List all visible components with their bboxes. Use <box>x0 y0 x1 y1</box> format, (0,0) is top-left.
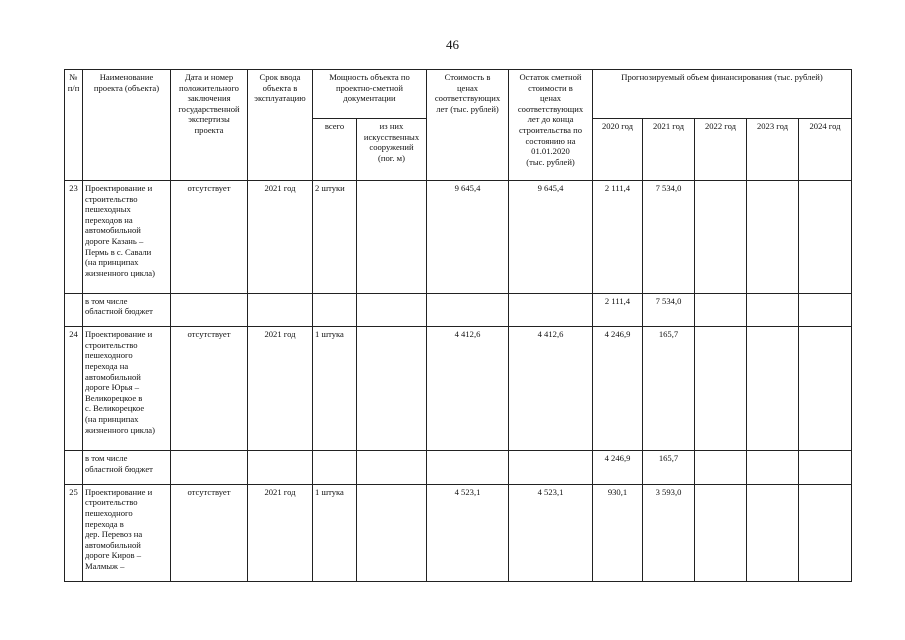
subrow-year-2024 <box>799 293 852 327</box>
header-cost: Стоимость в ценах соответствующих лет (тыс. рублей) <box>427 70 509 181</box>
row-year-2022 <box>695 484 747 581</box>
header-capacity: Мощность объекта по проектно-сметной документации <box>313 70 427 119</box>
row-remaining: 4 523,1 <box>509 484 593 581</box>
subrow-label: в том числе областной бюджет <box>83 293 171 327</box>
subrow-year-2020: 2 111,4 <box>593 293 643 327</box>
subrow-year-2022 <box>695 293 747 327</box>
header-capacity-artificial: из них искусственных сооружений (пог. м) <box>357 119 427 181</box>
financing-table <box>64 69 852 582</box>
row-year-2020: 2 111,4 <box>593 181 643 294</box>
row-expertise: отсутствует <box>171 181 248 294</box>
subrow-year-2021: 7 534,0 <box>643 293 695 327</box>
row-year-2024 <box>799 181 852 294</box>
table-row <box>65 327 852 451</box>
row-capacity-total: 1 штука <box>313 327 357 451</box>
header-forecast: Прогнозируемый объем финансирования (тыс. рублей) <box>593 70 852 119</box>
subrow-year-2023 <box>747 451 799 485</box>
subrow-year-2020: 4 246,9 <box>593 451 643 485</box>
header-name: Наименование проекта (объекта) <box>83 70 171 181</box>
row-name: Проектирование и строительство пешеходных переходов на автомобильной дороге Казань – Пермь в с. Савали (на принципах жизненного цикла) <box>83 181 171 294</box>
header-capacity-total: всего <box>313 119 357 181</box>
row-num: 23 <box>65 181 83 294</box>
row-cost: 9 645,4 <box>427 181 509 294</box>
row-year-2022 <box>695 181 747 294</box>
row-expertise: отсутствует <box>171 327 248 451</box>
row-num: 25 <box>65 484 83 581</box>
header-year-2023: 2023 год <box>747 119 799 181</box>
row-num: 24 <box>65 327 83 451</box>
row-year-2020: 930,1 <box>593 484 643 581</box>
row-year-2023 <box>747 484 799 581</box>
subrow-year-2024 <box>799 451 852 485</box>
row-year-2023 <box>747 181 799 294</box>
row-commission: 2021 год <box>248 484 313 581</box>
row-capacity-total: 2 штуки <box>313 181 357 294</box>
table-subrow <box>65 293 852 327</box>
row-capacity-artificial <box>357 181 427 294</box>
row-commission: 2021 год <box>248 181 313 294</box>
header-remaining: Остаток сметной стоимости в ценах соответствующих лет до конца строительства по состоянию на 01.01.2020 (тыс. рублей) <box>509 70 593 181</box>
row-year-2021: 3 593,0 <box>643 484 695 581</box>
row-capacity-artificial <box>357 484 427 581</box>
row-cost: 4 412,6 <box>427 327 509 451</box>
subrow-label: в том числе областной бюджет <box>83 451 171 485</box>
table-row <box>65 181 852 294</box>
row-cost: 4 523,1 <box>427 484 509 581</box>
row-commission: 2021 год <box>248 327 313 451</box>
row-name: Проектирование и строительство пешеходного перехода на автомобильной дороге Юрья – Великорецкое в с. Великорецкое (на принципах жизненного цикла) <box>83 327 171 451</box>
table-row <box>65 484 852 581</box>
row-year-2024 <box>799 327 852 451</box>
header-year-2022: 2022 год <box>695 119 747 181</box>
row-year-2021: 165,7 <box>643 327 695 451</box>
page-number: 46 <box>446 37 459 52</box>
header-year-2021: 2021 год <box>643 119 695 181</box>
header-year-2020: 2020 год <box>593 119 643 181</box>
row-year-2024 <box>799 484 852 581</box>
header-commission: Срок ввода объекта в эксплуатацию <box>248 70 313 181</box>
header-num: № п/п <box>65 70 83 181</box>
row-remaining: 4 412,6 <box>509 327 593 451</box>
row-name: Проектирование и строительство пешеходного перехода в дер. Перевоз на автомобильной дороге Киров – Малмыж – <box>83 484 171 581</box>
subrow-year-2022 <box>695 451 747 485</box>
row-capacity-artificial <box>357 327 427 451</box>
table-subrow <box>65 451 852 485</box>
row-year-2020: 4 246,9 <box>593 327 643 451</box>
subrow-year-2021: 165,7 <box>643 451 695 485</box>
row-year-2022 <box>695 327 747 451</box>
subrow-year-2023 <box>747 293 799 327</box>
row-remaining: 9 645,4 <box>509 181 593 294</box>
row-capacity-total: 1 штука <box>313 484 357 581</box>
row-year-2021: 7 534,0 <box>643 181 695 294</box>
row-year-2023 <box>747 327 799 451</box>
header-expertise: Дата и номер положительного заключения государственной экспертизы проекта <box>171 70 248 181</box>
header-year-2024: 2024 год <box>799 119 852 181</box>
row-expertise: отсутствует <box>171 484 248 581</box>
